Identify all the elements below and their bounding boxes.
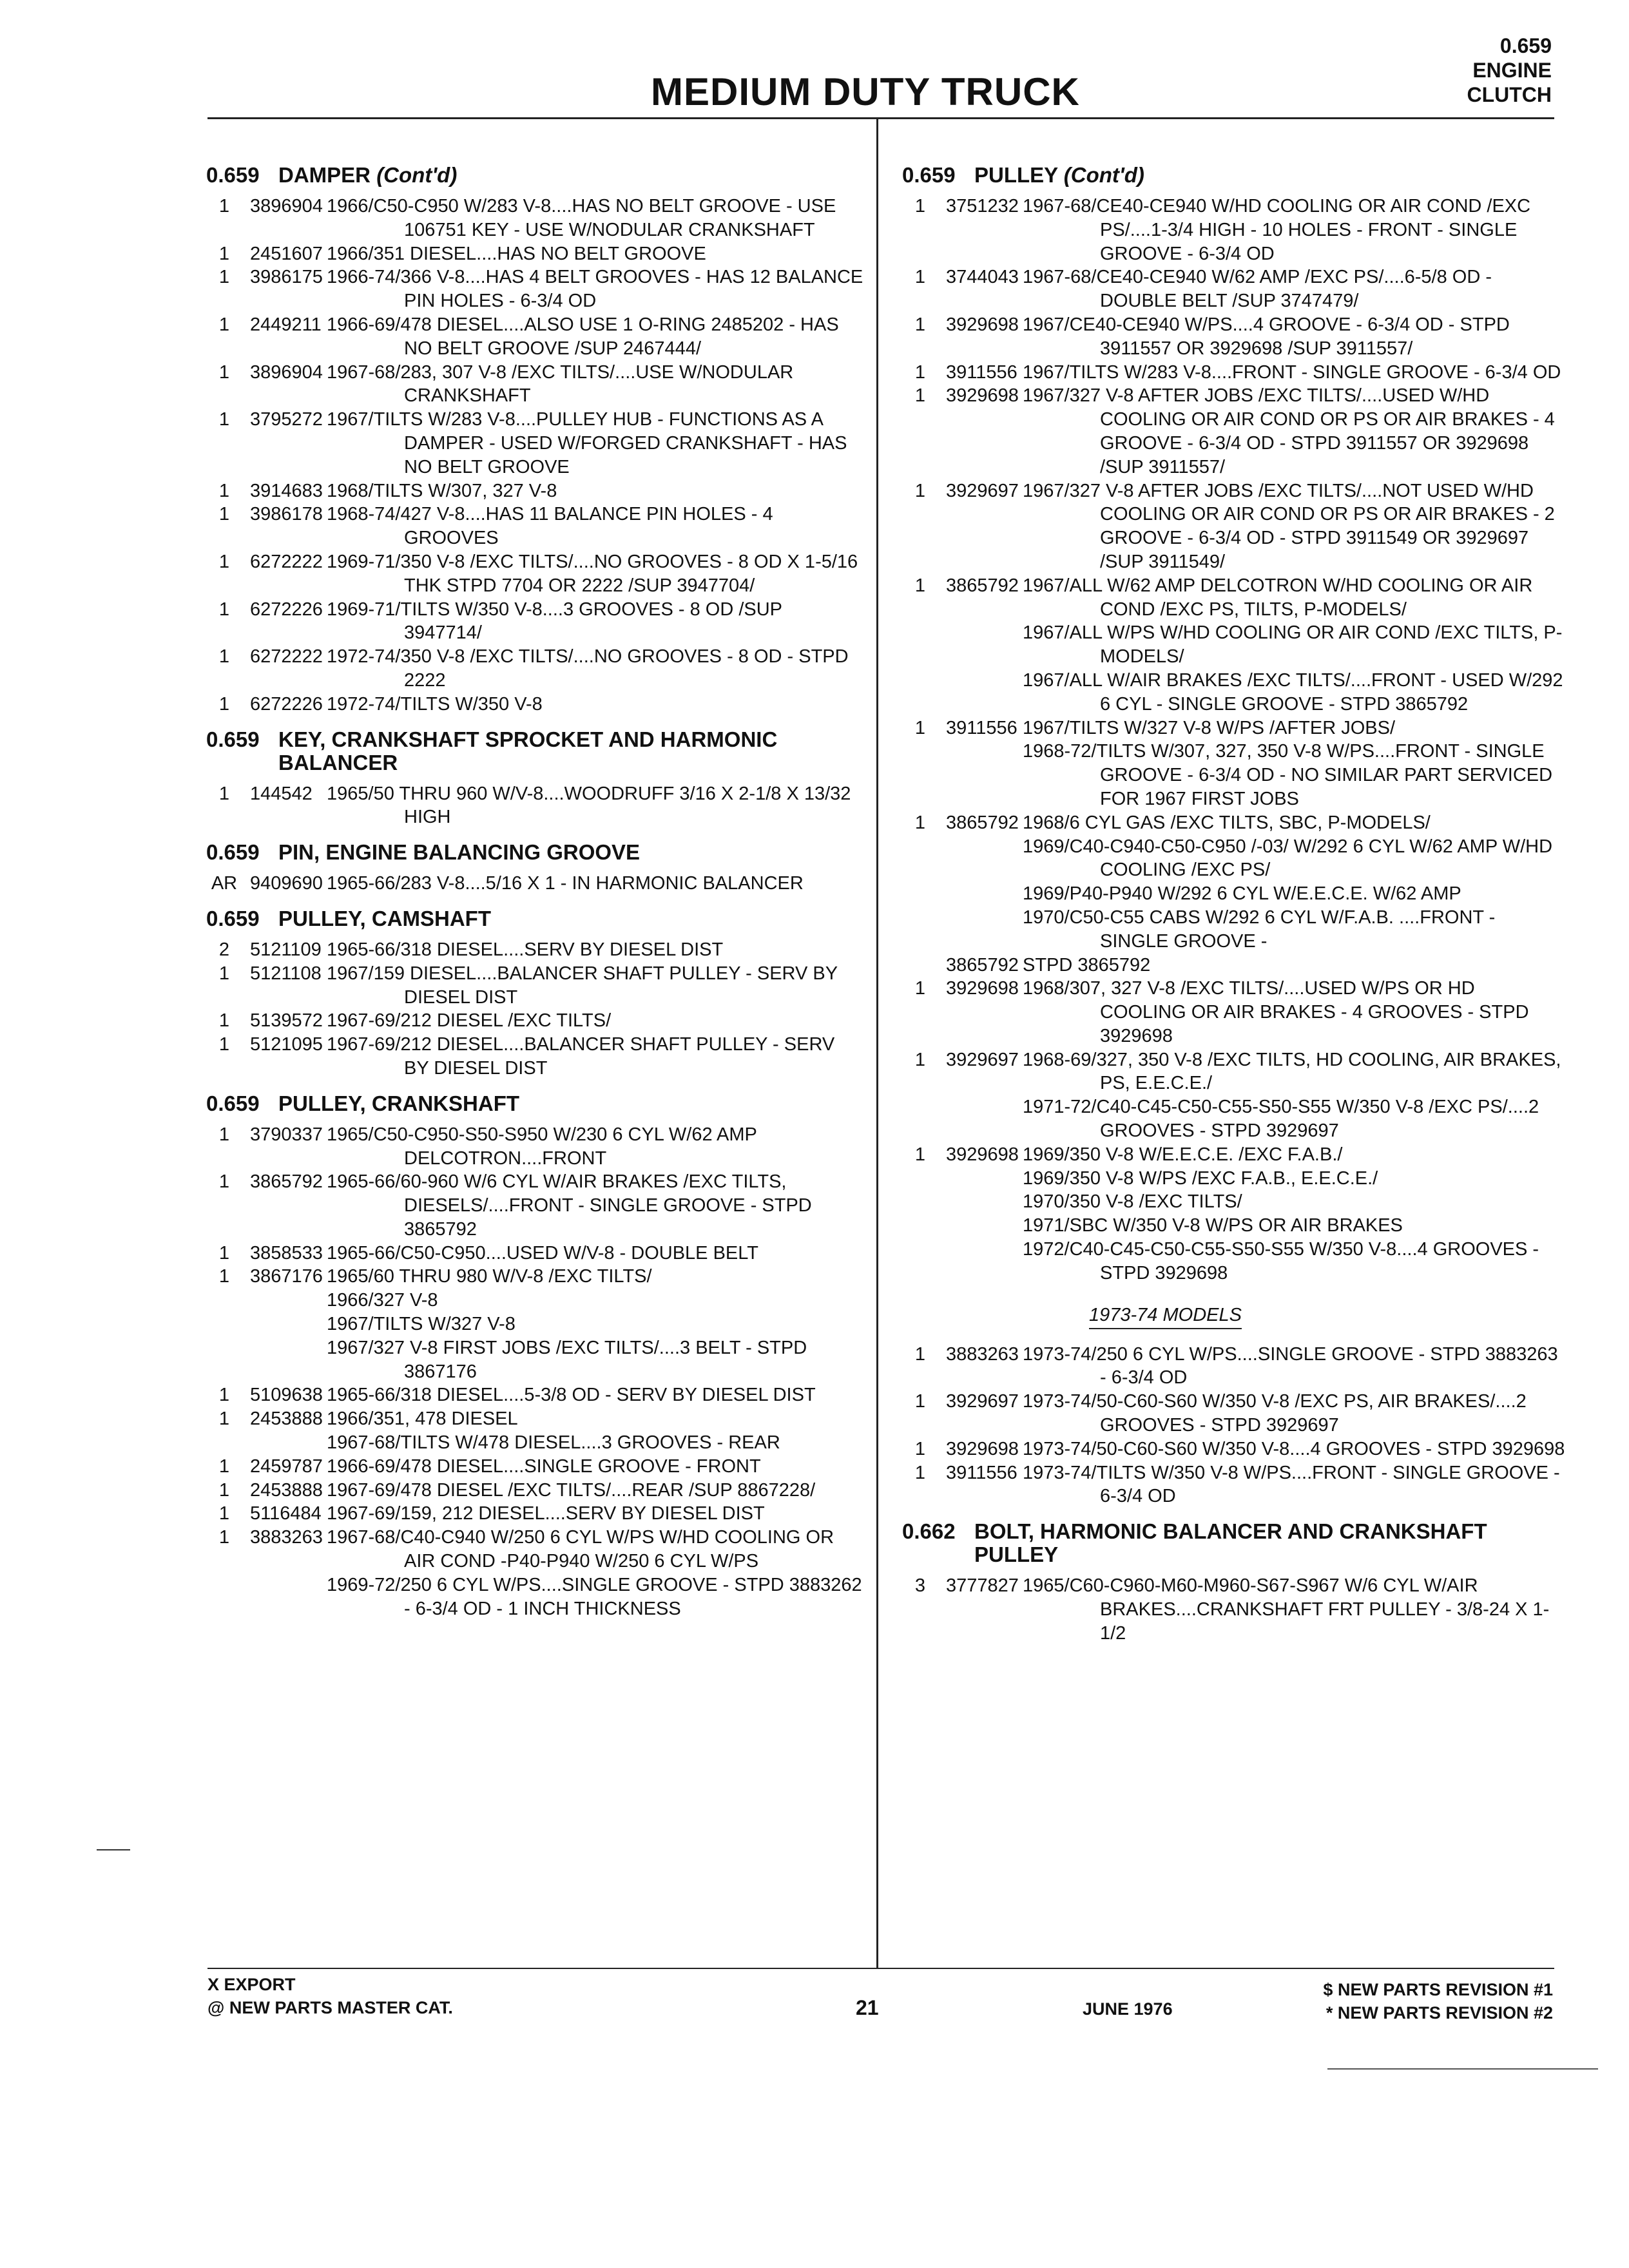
section-heading-title: BOLT, HARMONIC BALANCER AND CRANKSHAFT PULLEY — [974, 1519, 1487, 1567]
part-row — [902, 1048, 1566, 1096]
part-number: 3911556 — [946, 361, 1017, 383]
part-description: 1968-72/TILTS W/307, 327, 350 V-8 W/PS....FRONT - SINGLE GROOVE - 6-3/4 OD - NO SIMILAR PART SERVICED FOR 1967 FIRST JOBS — [1023, 741, 1553, 809]
part-description: 1966/351, 478 DIESEL — [327, 1408, 518, 1430]
part-quantity: 1 — [914, 978, 926, 999]
section-heading-title: DAMPER — [278, 163, 371, 187]
part-description: 1965/60 THRU 980 W/V-8 /EXC TILTS/ — [327, 1266, 652, 1287]
part-row — [206, 693, 863, 716]
part-quantity: 1 — [218, 1456, 230, 1477]
section-heading-title: PULLEY — [974, 163, 1058, 187]
part-row — [902, 977, 1566, 1048]
part-quantity — [902, 740, 938, 811]
section-heading-title: KEY, CRANKSHAFT SPROCKET AND HARMONIC BALANCER — [278, 727, 778, 774]
section-heading — [206, 907, 863, 930]
section-heading-code: 0.659 — [902, 163, 956, 187]
part-row — [902, 1343, 1566, 1390]
part-row — [206, 503, 863, 550]
part-description: 1969/C40-C940-C50-C950 /-03/ W/292 6 CYL W/62 AMP W/HD COOLING /EXC PS/ — [1023, 836, 1553, 881]
part-number: 5121108 — [250, 963, 322, 984]
part-row — [206, 195, 863, 242]
part-row — [206, 1407, 863, 1431]
part-row — [902, 574, 1566, 622]
part-description: 1967-69/478 DIESEL /EXC TILTS/....REAR /SUP 8867228/ — [327, 1479, 816, 1501]
part-number: 3883263 — [250, 1527, 323, 1548]
part-row — [206, 242, 863, 266]
part-quantity: 1 — [914, 267, 926, 288]
part-description: 1969/350 V-8 W/E.E.C.E. /EXC F.A.B./ — [1023, 1144, 1343, 1165]
part-quantity — [902, 1190, 938, 1214]
model-year-subheading-text: 1973-74 MODELS — [1089, 1305, 1242, 1329]
part-description: 1967-68/283, 307 V-8 /EXC TILTS/....USE W/NODULAR CRANKSHAFT — [327, 361, 794, 407]
part-row — [206, 598, 863, 646]
section-heading-title: PULLEY, CRANKSHAFT — [278, 1091, 520, 1115]
part-quantity: 1 — [218, 783, 230, 804]
part-number: 3929697 — [946, 480, 1019, 501]
part-quantity: 1 — [914, 1438, 926, 1459]
part-description: 1969-71/TILTS W/350 V-8....3 GROOVES - 8 OD /SUP 3947714/ — [327, 599, 782, 644]
part-number: 2453888 — [250, 1408, 323, 1430]
part-quantity: 1 — [914, 385, 926, 407]
section-subcategory: CLUTCH — [1467, 83, 1552, 106]
part-quantity: 1 — [914, 361, 926, 383]
part-quantity: 1 — [218, 314, 230, 335]
part-description: 1970/350 V-8 /EXC TILTS/ — [1023, 1191, 1242, 1213]
continuation-row — [902, 740, 1566, 811]
part-quantity: 1 — [218, 646, 230, 668]
part-number: 3744043 — [946, 267, 1019, 288]
part-number: 5121095 — [250, 1034, 323, 1055]
part-quantity: 2 — [218, 939, 230, 960]
part-description: 1965-66/C50-C950....USED W/V-8 - DOUBLE BELT — [327, 1242, 758, 1264]
part-row — [206, 872, 863, 896]
right-column — [902, 152, 1566, 1646]
part-row — [902, 361, 1566, 385]
section-heading-title: PIN, ENGINE BALANCING GROOVE — [278, 840, 641, 865]
part-quantity: 1 — [218, 1408, 230, 1430]
part-quantity — [206, 1431, 242, 1455]
part-number: 3929698 — [946, 1438, 1019, 1459]
part-quantity: 1 — [914, 480, 926, 501]
part-quantity — [206, 1336, 242, 1384]
part-number: 3896904 — [250, 196, 323, 216]
continuation-row — [902, 1167, 1566, 1191]
part-description: 1965-66/283 V-8....5/16 X 1 - IN HARMONIC BALANCER — [327, 873, 804, 894]
part-number: 3929698 — [946, 385, 1019, 407]
part-quantity: 1 — [218, 504, 230, 525]
section-heading — [206, 164, 863, 187]
part-description: 1967/CE40-CE940 W/PS....4 GROOVE - 6-3/4 OD - STPD 3911557 OR 3929698 /SUP 3911557/ — [1023, 314, 1510, 359]
part-row — [902, 313, 1566, 361]
part-description: 1969/P40-P940 W/292 6 CYL W/E.E.C.E. W/62 AMP — [1023, 883, 1461, 905]
part-quantity: 1 — [218, 551, 230, 572]
part-quantity — [902, 954, 938, 977]
part-description: 1967/ALL W/AIR BRAKES /EXC TILTS/....FRONT - USED W/292 6 CYL - SINGLE GROOVE - STPD 3865792 — [1023, 669, 1563, 715]
part-number: 3865792 — [946, 954, 1019, 975]
part-quantity: 1 — [914, 314, 926, 335]
part-description: 1972-74/TILTS W/350 V-8 — [327, 693, 543, 715]
part-number: 3865792 — [946, 812, 1019, 833]
continuation-row — [902, 1190, 1566, 1214]
part-description: 1969/350 V-8 W/PS /EXC F.A.B., E.E.C.E./ — [1023, 1168, 1378, 1189]
part-number: 3777827 — [946, 1575, 1019, 1597]
part-description: 1967/327 V-8 FIRST JOBS /EXC TILTS/....3 BELT - STPD 3867176 — [327, 1337, 807, 1382]
part-description: 1968/6 CYL GAS /EXC TILTS, SBC, P-MODELS/ — [1023, 812, 1431, 833]
part-row — [902, 716, 1566, 740]
part-row — [206, 1123, 863, 1171]
revision-1-legend: $ NEW PARTS REVISION #1 — [1323, 1980, 1553, 1999]
page-number: 21 — [856, 1996, 879, 2019]
footer-legend-right — [1323, 1978, 1553, 2024]
part-quantity: 1 — [218, 267, 230, 288]
continuation-row — [902, 882, 1566, 906]
section-heading — [902, 1520, 1566, 1566]
part-row — [902, 384, 1566, 479]
part-quantity: 1 — [218, 1503, 230, 1524]
part-number: 6272226 — [250, 693, 323, 715]
part-description: 1967-68/CE40-CE940 W/HD COOLING OR AIR COND /EXC PS/....1-3/4 HIGH - 10 HOLES - FRONT - SINGLE GROOVE - 6-3/4 OD — [1023, 196, 1531, 264]
part-number: 3751232 — [946, 196, 1019, 216]
part-description: 1972/C40-C45-C50-C55-S50-S55 W/350 V-8....4 GROOVES - STPD 3929698 — [1023, 1239, 1539, 1283]
part-row — [206, 361, 863, 408]
part-description: 1967/ALL W/62 AMP DELCOTRON W/HD COOLING OR AIR COND /EXC PS, TILTS, P-MODELS/ — [1023, 575, 1533, 620]
part-number: 5116484 — [250, 1503, 322, 1524]
part-number: 3986175 — [250, 267, 323, 288]
continuation-row — [206, 1312, 863, 1336]
part-number: 3896904 — [250, 361, 323, 383]
continuation-row — [206, 1289, 863, 1312]
part-row — [902, 811, 1566, 835]
part-description: 1967/TILTS W/327 V-8 W/PS /AFTER JOBS/ — [1023, 717, 1396, 738]
section-heading — [206, 1092, 863, 1115]
part-quantity: 1 — [218, 409, 230, 430]
section-heading — [206, 841, 863, 864]
part-description: 1973-74/50-C60-S60 W/350 V-8....4 GROOVES - STPD 3929698 — [1023, 1438, 1565, 1459]
part-description: 1967-68/TILTS W/478 DIESEL....3 GROOVES - REAR — [327, 1432, 780, 1454]
part-quantity — [902, 1238, 938, 1285]
part-row — [206, 1033, 863, 1081]
part-description: 1967-68/CE40-CE940 W/62 AMP /EXC PS/....6-5/8 OD - DOUBLE BELT /SUP 3747479/ — [1023, 267, 1492, 312]
part-row — [206, 1383, 863, 1407]
part-number: 5109638 — [250, 1385, 323, 1406]
part-row — [902, 1574, 1566, 1645]
part-row — [206, 1242, 863, 1265]
part-description: 1971-72/C40-C45-C50-C55-S50-S55 W/350 V-8 /EXC PS/....2 GROOVES - STPD 3929697 — [1023, 1097, 1539, 1142]
part-quantity — [206, 1573, 242, 1621]
part-description: 1971/SBC W/350 V-8 W/PS OR AIR BRAKES — [1023, 1215, 1403, 1236]
part-number: 6272222 — [250, 646, 323, 668]
part-quantity: 1 — [914, 1144, 926, 1165]
part-row — [206, 479, 863, 503]
part-quantity: 1 — [218, 1527, 230, 1548]
part-quantity: 1 — [914, 575, 926, 596]
part-description: 1966-69/478 DIESEL....SINGLE GROOVE - FRONT — [327, 1456, 761, 1477]
part-row — [206, 1170, 863, 1241]
section-heading-code: 0.662 — [902, 1519, 956, 1544]
section-heading-title: PULLEY, CAMSHAFT — [278, 906, 491, 930]
section-category: ENGINE — [1472, 59, 1552, 82]
part-quantity: 1 — [218, 1124, 230, 1145]
catalog-legend: @ NEW PARTS MASTER CAT. — [207, 1998, 453, 2017]
part-quantity — [902, 1095, 938, 1143]
part-number: 9409690 — [250, 873, 323, 894]
part-number: 6272226 — [250, 599, 323, 620]
part-quantity: 1 — [914, 1049, 926, 1070]
continuation-row — [902, 835, 1566, 883]
part-number: 144542 — [250, 783, 313, 804]
part-description: 1966/C50-C950 W/283 V-8....HAS NO BELT GROOVE - USE 106751 KEY - USE W/NODULAR CRANKSHAFT — [327, 196, 836, 240]
part-description: 1968/TILTS W/307, 327 V-8 — [327, 480, 557, 501]
part-number: 5121109 — [250, 939, 322, 960]
part-row — [902, 954, 1566, 977]
part-number: 3790337 — [250, 1124, 323, 1145]
page-title: MEDIUM DUTY TRUCK — [651, 70, 1080, 113]
part-description: 1967-68/C40-C940 W/250 6 CYL W/PS W/HD COOLING OR AIR COND -P40-P940 W/250 6 CYL W/PS — [327, 1527, 834, 1572]
part-number: 3911556 — [946, 717, 1017, 738]
part-row — [206, 962, 863, 1010]
part-row — [206, 313, 863, 361]
part-row — [206, 1455, 863, 1479]
part-description: 1967/327 V-8 AFTER JOBS /EXC TILTS/....NOT USED W/HD COOLING OR AIR COND OR PS OR AIR BRAKES - 2 GROOVE - 6-3/4 OD - STPD 3911549 OR 3929697 /SUP 3911549/ — [1023, 480, 1555, 572]
part-description: 1966/351 DIESEL....HAS NO BELT GROOVE — [327, 243, 706, 264]
part-quantity: 1 — [218, 693, 230, 715]
part-row — [902, 479, 1566, 574]
part-row — [206, 265, 863, 313]
part-number: 3929697 — [946, 1049, 1019, 1070]
part-number: 3867176 — [250, 1266, 323, 1287]
part-number: 3929697 — [946, 1391, 1019, 1412]
part-number: 3865792 — [250, 1171, 323, 1193]
part-number: 2453888 — [250, 1479, 323, 1501]
part-quantity — [206, 1312, 242, 1336]
part-quantity — [902, 669, 938, 716]
part-description: 1967/159 DIESEL....BALANCER SHAFT PULLEY - SERV BY DIESEL DIST — [327, 963, 838, 1008]
section-code: 0.659 — [1499, 34, 1552, 57]
continuation-row — [902, 621, 1566, 669]
continuation-row — [206, 1573, 863, 1621]
part-quantity: 3 — [914, 1575, 926, 1597]
part-quantity — [902, 621, 938, 669]
part-description: 1965/C50-C950-S50-S950 W/230 6 CYL W/62 AMP DELCOTRON....FRONT — [327, 1124, 757, 1169]
part-description: 1973-74/250 6 CYL W/PS....SINGLE GROOVE - STPD 3883263 - 6-3/4 OD — [1023, 1343, 1558, 1389]
part-row — [206, 782, 863, 830]
part-description: 1967/ALL W/PS W/HD COOLING OR AIR COND /EXC TILTS, P-MODELS/ — [1023, 622, 1563, 668]
part-description: 1967/TILTS W/283 V-8....PULLEY HUB - FUNCTIONS AS A DAMPER - USED W/FORGED CRANKSHAFT - HAS NO BELT GROOVE — [327, 409, 847, 477]
part-description: 1968/307, 327 V-8 /EXC TILTS/....USED W/PS OR HD COOLING OR AIR BRAKES - 4 GROOVES - STPD 3929698 — [1023, 978, 1529, 1046]
part-number: 3929698 — [946, 314, 1019, 335]
part-number: 3865792 — [946, 575, 1019, 596]
part-description: 1970/C50-C55 CABS W/292 6 CYL W/F.A.B. ....FRONT - SINGLE GROOVE - — [1023, 907, 1496, 952]
part-row — [206, 408, 863, 479]
part-row — [902, 1143, 1566, 1167]
publication-date: JUNE 1976 — [1083, 1999, 1173, 2019]
part-description: 1967-69/212 DIESEL....BALANCER SHAFT PULLEY - SERV BY DIESEL DIST — [327, 1034, 835, 1079]
part-row — [206, 1502, 863, 1526]
part-quantity — [206, 1289, 242, 1312]
part-quantity: 1 — [218, 361, 230, 383]
part-quantity: 1 — [218, 1010, 230, 1032]
part-description: 1967-69/159, 212 DIESEL....SERV BY DIESEL DIST — [327, 1503, 765, 1524]
part-row — [206, 938, 863, 962]
part-quantity — [902, 882, 938, 906]
part-description: 1965-66/318 DIESEL....5-3/8 OD - SERV BY DIESEL DIST — [327, 1385, 816, 1406]
part-row — [206, 1265, 863, 1289]
header-rule — [207, 117, 1554, 119]
part-row — [206, 1009, 863, 1033]
part-number: 3883263 — [946, 1343, 1019, 1365]
part-number: 5139572 — [250, 1010, 323, 1032]
continuation-row — [902, 1238, 1566, 1285]
part-description: 1966-74/366 V-8....HAS 4 BELT GROOVES - HAS 12 BALANCE PIN HOLES - 6-3/4 OD — [327, 267, 863, 312]
continuation-row — [206, 1431, 863, 1455]
part-quantity: 1 — [218, 1034, 230, 1055]
part-number: 3929698 — [946, 1144, 1019, 1165]
part-description: STPD 3865792 — [1023, 954, 1151, 975]
part-quantity: 1 — [914, 196, 926, 216]
section-heading-code: 0.659 — [206, 163, 260, 187]
part-description: 1967/327 V-8 AFTER JOBS /EXC TILTS/....USED W/HD COOLING OR AIR COND OR PS OR AIR BRAKES - 4 GROOVE - 6-3/4 OD - STPD 3911557 OR 3929698 /SUP 3911557/ — [1023, 385, 1555, 477]
part-row — [206, 645, 863, 693]
part-quantity: 1 — [218, 1385, 230, 1406]
continuation-row — [902, 1095, 1566, 1143]
model-year-subheading — [902, 1305, 1566, 1326]
part-quantity — [902, 835, 938, 883]
part-quantity: 1 — [218, 963, 230, 984]
bottom-rule — [1327, 2068, 1598, 2070]
part-row — [206, 1479, 863, 1503]
part-description: 1972-74/350 V-8 /EXC TILTS/....NO GROOVES - 8 OD - STPD 2222 — [327, 646, 849, 691]
part-row — [902, 265, 1566, 313]
revision-2-legend: * NEW PARTS REVISION #2 — [1325, 2003, 1553, 2023]
part-quantity: 1 — [218, 196, 230, 216]
part-quantity: 1 — [914, 1391, 926, 1412]
part-number: 3911556 — [946, 1462, 1017, 1483]
part-quantity — [902, 1167, 938, 1191]
section-heading-code: 0.659 — [206, 906, 260, 930]
part-quantity — [902, 1214, 938, 1238]
section-reference — [1467, 34, 1552, 107]
part-description: 1969-71/350 V-8 /EXC TILTS/....NO GROOVES - 8 OD X 1-5/16 THK STPD 7704 OR 2222 /SUP 3947704/ — [327, 551, 858, 596]
part-row — [902, 195, 1566, 265]
continuation-row — [206, 1336, 863, 1384]
continued-label: (Cont'd) — [1063, 163, 1144, 187]
part-quantity: 1 — [218, 1171, 230, 1193]
left-column — [206, 152, 863, 1620]
part-row — [206, 1526, 863, 1573]
part-row — [902, 1437, 1566, 1461]
continuation-row — [902, 1214, 1566, 1238]
part-row — [902, 1390, 1566, 1437]
part-description: 1973-74/TILTS W/350 V-8 W/PS....FRONT - SINGLE GROOVE - 6-3/4 OD — [1023, 1462, 1560, 1507]
margin-mark — [97, 1849, 130, 1850]
part-description: 1968-69/327, 350 V-8 /EXC TILTS, HD COOLING, AIR BRAKES, PS, E.E.C.E./ — [1023, 1049, 1561, 1094]
part-number: 3914683 — [250, 480, 323, 501]
part-quantity — [902, 906, 938, 954]
part-description: 1968-74/427 V-8....HAS 11 BALANCE PIN HOLES - 4 GROOVES — [327, 504, 773, 549]
part-quantity: 1 — [218, 243, 230, 264]
part-description: 1965-66/60-960 W/6 CYL W/AIR BRAKES /EXC TILTS, DIESELS/....FRONT - SINGLE GROOVE - STPD 3865792 — [327, 1171, 812, 1240]
part-description: 1967-69/212 DIESEL /EXC TILTS/ — [327, 1010, 612, 1032]
column-divider — [876, 119, 878, 1968]
part-description: 1966-69/478 DIESEL....ALSO USE 1 O-RING 2485202 - HAS NO BELT GROOVE /SUP 2467444/ — [327, 314, 839, 359]
part-description: 1965/C60-C960-M60-M960-S67-S967 W/6 CYL W/AIR BRAKES....CRANKSHAFT FRT PULLEY - 3/8-24 X 1-1/2 — [1023, 1575, 1550, 1644]
section-heading-code: 0.659 — [206, 1091, 260, 1115]
part-number: 3929698 — [946, 978, 1019, 999]
part-description: 1966/327 V-8 — [327, 1290, 438, 1311]
part-row — [902, 1461, 1566, 1509]
section-heading-code: 0.659 — [206, 840, 260, 865]
continuation-row — [902, 906, 1566, 954]
part-quantity: 1 — [914, 1343, 926, 1365]
part-number: 3986178 — [250, 504, 323, 525]
part-description: 1973-74/50-C60-S60 W/350 V-8 /EXC PS, AIR BRAKES/....2 GROOVES - STPD 3929697 — [1023, 1391, 1527, 1436]
part-quantity: 1 — [914, 812, 926, 833]
part-quantity: AR — [211, 873, 238, 894]
part-number: 6272222 — [250, 551, 323, 572]
part-quantity: 1 — [218, 1242, 230, 1264]
export-legend: X EXPORT — [207, 1975, 296, 1994]
part-description: 1967/TILTS W/327 V-8 — [327, 1314, 516, 1335]
part-description: 1967/TILTS W/283 V-8....FRONT - SINGLE GROOVE - 6-3/4 OD — [1023, 361, 1561, 383]
part-quantity: 1 — [914, 717, 926, 738]
part-description: 1969-72/250 6 CYL W/PS....SINGLE GROOVE - STPD 3883262 - 6-3/4 OD - 1 INCH THICKNESS — [327, 1574, 862, 1619]
section-heading — [206, 728, 863, 774]
part-quantity: 1 — [914, 1462, 926, 1483]
continuation-row — [902, 669, 1566, 716]
part-number: 3795272 — [250, 409, 323, 430]
part-description: 1965-66/318 DIESEL....SERV BY DIESEL DIST — [327, 939, 724, 960]
section-heading-code: 0.659 — [206, 727, 260, 751]
footer-rule — [207, 1968, 1554, 1969]
part-number: 2449211 — [250, 314, 322, 335]
part-quantity: 1 — [218, 480, 230, 501]
part-quantity: 1 — [218, 599, 230, 620]
part-quantity: 1 — [218, 1266, 230, 1287]
part-quantity: 1 — [218, 1479, 230, 1501]
footer-legend-left — [207, 1973, 453, 2019]
section-heading — [902, 164, 1566, 187]
part-number: 2451607 — [250, 243, 323, 264]
part-number: 3858533 — [250, 1242, 323, 1264]
part-row — [206, 550, 863, 598]
part-number: 2459787 — [250, 1456, 323, 1477]
continued-label: (Cont'd) — [376, 163, 458, 187]
part-description: 1965/50 THRU 960 W/V-8....WOODRUFF 3/16 X 2-1/8 X 13/32 HIGH — [327, 783, 851, 828]
